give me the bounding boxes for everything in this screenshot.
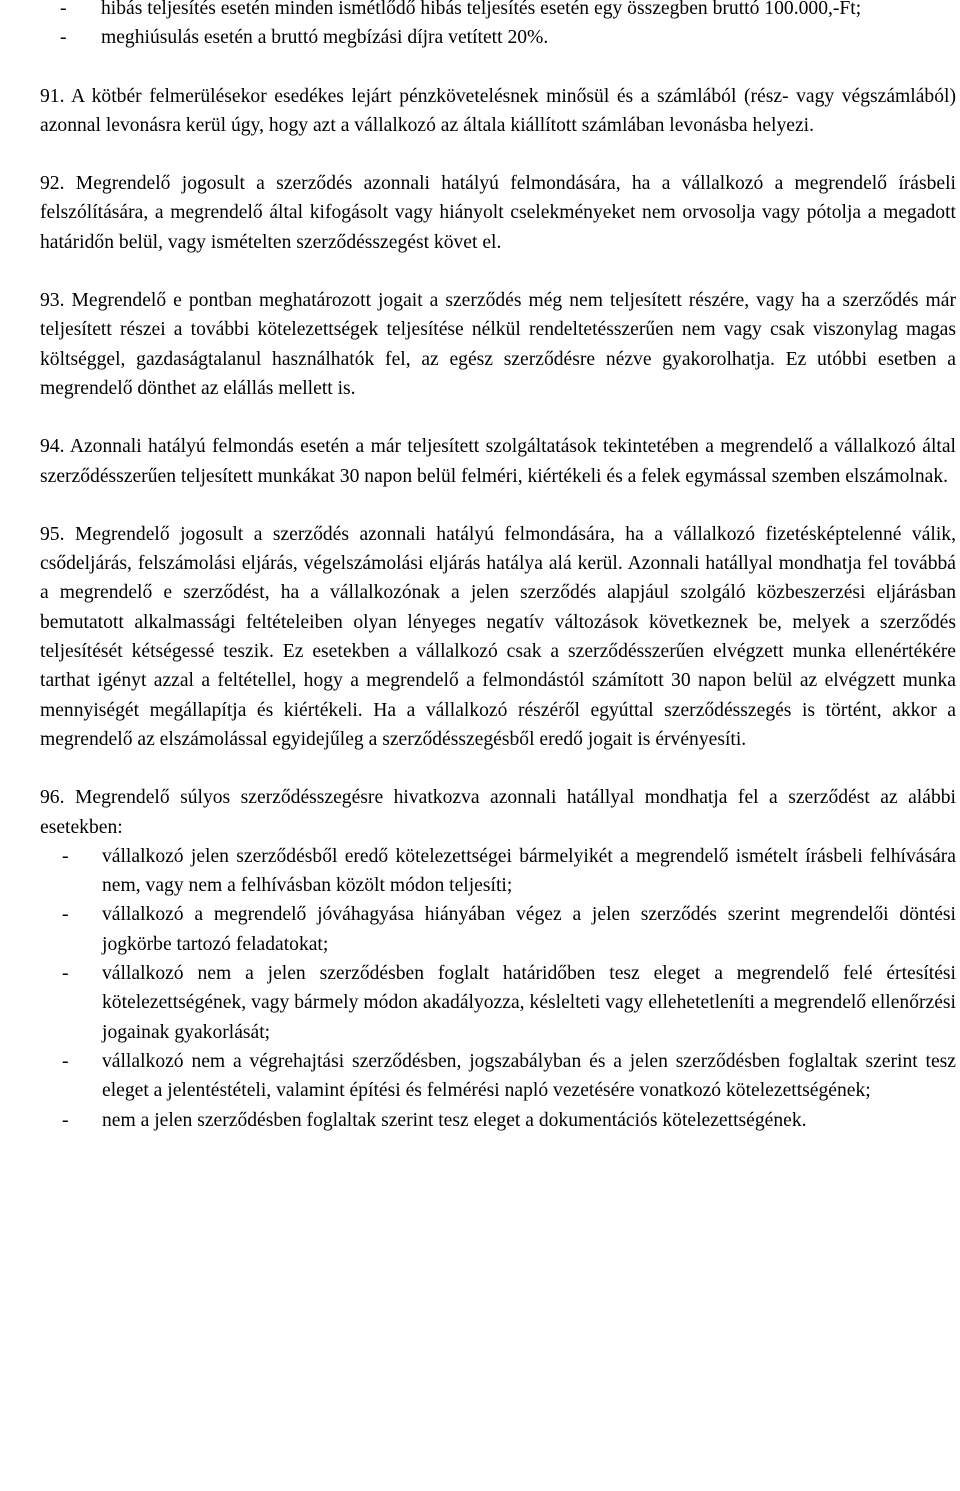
list-item-text: vállalkozó jelen szerződésből eredő kötelezettségei bármelyikét a megrendelő ismételt írásbeli felhívására nem, vagy nem a felhívásban közölt módon teljesíti; bbox=[102, 845, 956, 897]
paragraph-number: 93. bbox=[40, 290, 65, 312]
paragraph-text: Megrendelő e pontban meghatározott jogait a szerződés még nem teljesített részére, vagy ha a szerződés már teljesített részei a további kötelezettségek teljesítése nélkül rendeltetésszerűen nem vagy csak viszonylag magas költséggel, gazdaságtalanul használhatók fel, az egész szerződésre nézve gyakorolhatja. Ez utóbbi esetben a megrendelő dönthet az elállás mellett is. bbox=[40, 290, 956, 399]
paragraph-text: Megrendelő súlyos szerződésszegésre hivatkozva azonnali hatállyal mondhatja fel a szerződést az alábbi esetekben: bbox=[40, 787, 956, 838]
paragraph-number: 92. bbox=[40, 173, 65, 195]
paragraph-body bbox=[40, 286, 956, 403]
paragraph-number: 96. bbox=[40, 787, 65, 809]
list-dash: - bbox=[60, 0, 67, 19]
list-item-text: nem a jelen szerződésben foglaltak szerint tesz eleget a dokumentációs kötelezettségének. bbox=[102, 1109, 807, 1131]
list-dash: - bbox=[60, 27, 67, 49]
paragraph-92 bbox=[40, 169, 956, 257]
penalty-list bbox=[40, 0, 956, 53]
paragraph-95 bbox=[40, 520, 956, 754]
paragraph-body bbox=[40, 520, 956, 754]
paragraph-body bbox=[40, 169, 956, 257]
list-item bbox=[42, 959, 956, 1047]
list-item bbox=[40, 0, 956, 23]
paragraph-text: Megrendelő jogosult a szerződés azonnali hatályú felmondására, ha a vállalkozó a megrendelő írásbeli felszólítására, a megrendelő által kifogásolt vagy hiányolt cselekményeket nem orvosolja vagy pótolja a megadott határidőn belül, vagy ismételten szerződésszegést követ el. bbox=[40, 173, 957, 253]
list-item-text: vállalkozó nem a jelen szerződésben foglalt határidőben tesz eleget a megrendelő felé értesítési kötelezettségének, vagy bármely módon akadályozza, késlelteti vagy ellehetetleníti a megrendelő ellenőrzési jogainak gyakorlását; bbox=[102, 963, 956, 1043]
list-item bbox=[42, 842, 956, 901]
paragraph-94 bbox=[40, 432, 956, 491]
list-dash: - bbox=[62, 904, 69, 926]
paragraph-text: A kötbér felmerülésekor esedékes lejárt pénzkövetelésnek minősül és a számlából (rész- vagy végszámlából) azonnal levonásra kerül úgy, hogy azt a vállalkozó az általa kiállított számlában levonásba helyezi. bbox=[40, 85, 956, 136]
paragraph-text: Megrendelő jogosult a szerződés azonnali hatályú felmondására, ha a vállalkozó fizetésképtelenné válik, csődeljárás, felszámolási eljárás, végelszámolási eljárás hatálya alá kerül. Azonnali hatállyal mondhatja fel továbbá a megrendelő e szerződést, ha a vállalkozónak a jelen szerződés alapjául szolgáló közbeszerzési eljárásban bemutatott alkalmassági feltételeiben olyan lényeges negatív változások következnek be, melyek a szerződés teljesítését kétségessé teszik. Ez esetekben a vállalkozó csak a szerződésszerűen elvégzett munka ellenértékére tarthat igényt azzal a feltétellel, hogy a megrendelő a felmondástól számított 30 napon belül az elvégzett munka mennyiségét megállapítja és kiértékeli. Ha a vállalkozó részéről egyúttal szerződésszegés is történt, akkor a megrendelő az elszámolással egyidejűleg a szerződésszegésből eredő jogait is érvényesíti. bbox=[40, 523, 956, 750]
paragraph-91 bbox=[40, 82, 956, 141]
list-dash: - bbox=[62, 1109, 69, 1131]
list-dash: - bbox=[62, 845, 69, 867]
list-item bbox=[42, 1047, 956, 1106]
paragraph-93 bbox=[40, 286, 956, 403]
paragraph-body bbox=[40, 783, 956, 842]
paragraph-body bbox=[40, 82, 956, 141]
list-item bbox=[40, 23, 956, 52]
termination-cases-list bbox=[40, 842, 956, 1135]
list-item-text: hibás teljesítés esetén minden ismétlődő hibás teljesítés esetén egy összegben bruttó 100.000,-Ft; bbox=[101, 0, 862, 19]
paragraph-number: 95. bbox=[40, 523, 65, 545]
list-item bbox=[42, 900, 956, 959]
list-item bbox=[42, 1106, 956, 1135]
list-item-text: meghiúsulás esetén a bruttó megbízási díjra vetített 20%. bbox=[101, 27, 549, 49]
list-item-text: vállalkozó a megrendelő jóváhagyása hiányában végez a jelen szerződés szerint megrendelői döntési jogkörbe tartozó feladatokat; bbox=[102, 904, 956, 955]
paragraph-number: 94. bbox=[40, 436, 65, 458]
paragraph-body bbox=[40, 432, 956, 491]
list-dash: - bbox=[62, 1050, 69, 1072]
list-item-text: vállalkozó nem a végrehajtási szerződésben, jogszabályban és a jelen szerződésben foglaltak szerint tesz eleget a jelentéstételi, valamint építési és felmérési napló vezetésére vonatkozó kötelezettségének; bbox=[102, 1050, 956, 1102]
paragraph-number: 91. bbox=[40, 85, 65, 107]
list-dash: - bbox=[62, 963, 69, 985]
paragraph-text: Azonnali hatályú felmondás esetén a már teljesített szolgáltatások tekintetében a megrendelő a vállalkozó által szerződésszerűen teljesített munkákat 30 napon belül felméri, kiértékeli és a felek egymással szemben elszámolnak. bbox=[40, 436, 956, 487]
paragraph-96 bbox=[40, 783, 956, 1135]
